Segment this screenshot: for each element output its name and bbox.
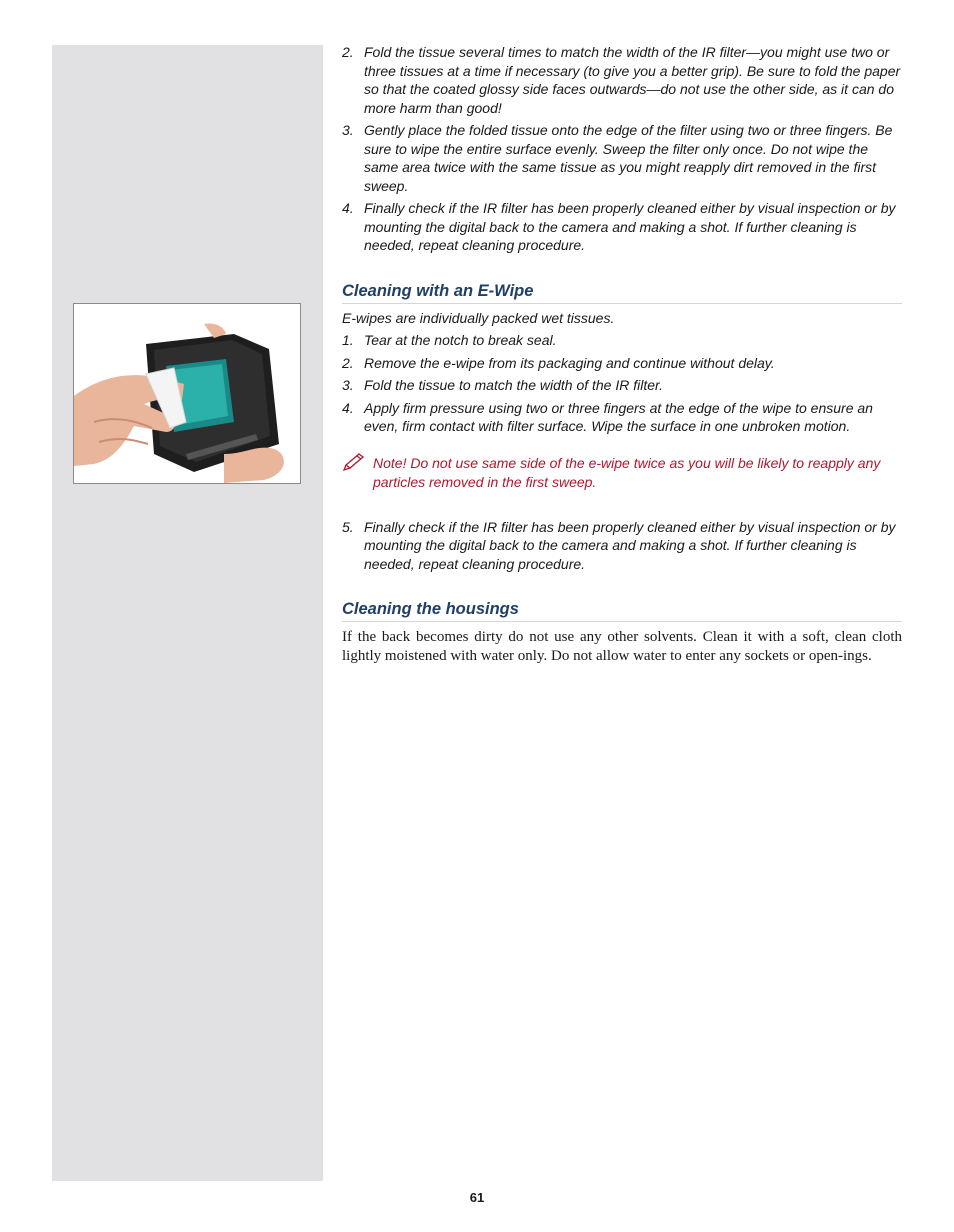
list-number: 3.: [342, 377, 354, 393]
list-text: Fold the tissue several times to match the width of the IR filter—you might use two or three tissues at a time if necessary (to give you a better grip). Be sure to fold the paper so that the coated glossy side faces outwards—do not use the other side, as it can do more harm than good!: [364, 44, 901, 116]
note-callout: [342, 454, 902, 492]
list-text: Tear at the notch to break seal.: [364, 332, 557, 348]
sidebar-panel: [52, 45, 323, 1181]
section-heading-housings: Cleaning the housings: [342, 599, 902, 622]
section-heading-ewipe: Cleaning with an E-Wipe: [342, 281, 902, 304]
note-text: Note! Do not use same side of the e-wipe twice as you will be likely to reapply any particles removed in the first sweep.: [373, 454, 881, 490]
list-number: 4.: [342, 200, 354, 216]
ewipe-final-step: [342, 518, 902, 574]
list-item: [342, 121, 902, 195]
list-number: 3.: [342, 122, 354, 138]
list-text: Remove the e-wipe from its packaging and continue without delay.: [364, 354, 775, 371]
list-item: [342, 354, 902, 373]
list-text: Gently place the folded tissue onto the edge of the filter using two or three fingers. Be sure to wipe the entire surface evenly. Sweep the filter only once. Do not wipe the same area twice with the same tissue as you might reapply dirt removed in the first sweep.: [364, 122, 893, 194]
list-number: 1.: [342, 332, 354, 348]
ewipe-intro: E-wipes are individually packed wet tissues.: [342, 309, 615, 326]
list-text: Finally check if the IR filter has been properly cleaned either by visual inspection or by mounting the digital back to the camera and making a shot. If further cleaning is needed, repeat cleaning procedure.: [364, 200, 896, 253]
cleaning-photo: [73, 303, 301, 484]
list-text: Apply firm pressure using two or three fingers at the edge of the wipe to ensure an even, firm contact with filter surface. Wipe the surface in one unbroken motion.: [364, 399, 873, 434]
list-number: 2.: [342, 354, 354, 371]
list-number: 4.: [342, 399, 354, 416]
housings-body: If the back becomes dirty do not use any other solvents. Clean it with a soft, clean cloth lightly moistened with water only. Do not allow water to enter any sockets or open-ings.: [342, 629, 902, 664]
list-item: [342, 43, 902, 117]
list-number: 5.: [342, 518, 354, 535]
list-text: Fold the tissue to match the width of the IR filter.: [364, 377, 664, 393]
main-content: [342, 43, 902, 666]
list-item: [342, 518, 902, 574]
pencil-icon: [342, 452, 366, 477]
list-item: [342, 376, 902, 395]
ewipe-steps-list: [342, 331, 902, 436]
list-item: [342, 399, 902, 436]
list-item: [342, 331, 902, 350]
list-text: Finally check if the IR filter has been properly cleaned either by visual inspection or by mounting the digital back to the camera and making a shot. If further cleaning is needed, repeat cleaning procedure.: [364, 518, 896, 572]
page-number: 61: [469, 1190, 485, 1205]
list-item: [342, 199, 902, 255]
list-number: 2.: [342, 44, 354, 60]
cleaning-steps-list: [342, 43, 902, 255]
